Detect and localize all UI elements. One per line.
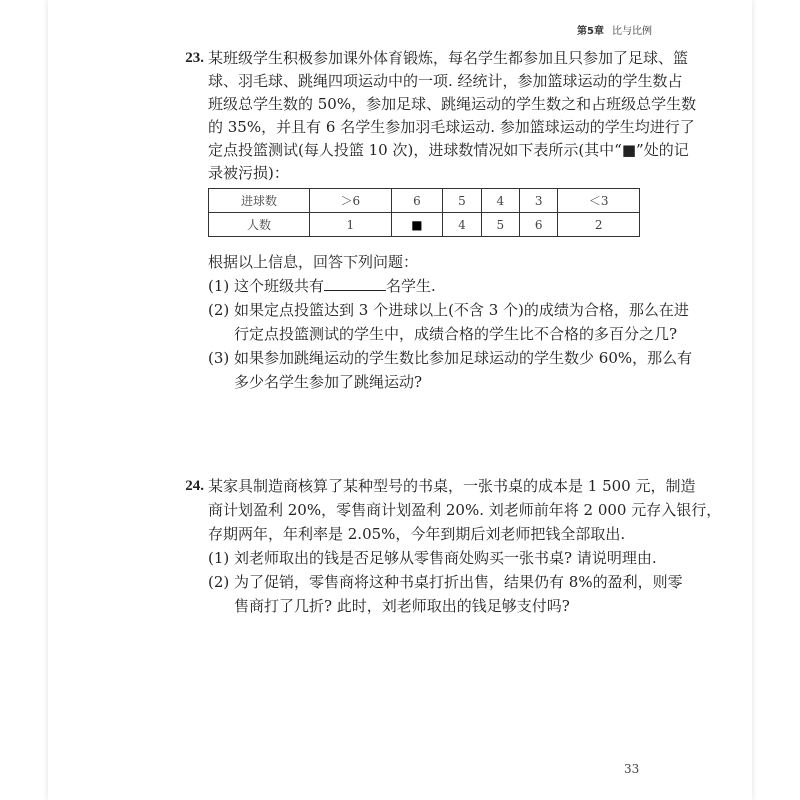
question-2-line: 售商打了几折? 此时，刘老师取出的钱足够支付吗?	[234, 597, 570, 615]
table-cell: 4	[481, 189, 519, 213]
question-2-line: 行定点投篮测试的学生中，成绩合格的学生比不合格的多百分之几?	[234, 325, 678, 343]
problem-24-line: 某家具制造商核算了某种型号的书桌，一张书桌的成本是 1 500 元，制造	[208, 477, 696, 495]
question-1-line: 刘老师取出的钱是否足够从零售商处购买一张书桌? 请说明理由.	[234, 549, 657, 567]
problem-24-line: 存期两年，年利率是 2.05%，今年到期后刘老师把钱全部取出.	[208, 525, 626, 543]
table-cell: 3	[520, 189, 558, 213]
chapter-title: 比与比例	[612, 26, 652, 37]
table-row	[209, 213, 640, 237]
question-2-label: (2)	[208, 301, 230, 319]
table-row	[209, 189, 640, 213]
question-3-line: 如果参加跳绳运动的学生数比参加足球运动的学生数少 60%，那么有	[234, 349, 693, 367]
smudged-cell: ■	[391, 213, 443, 237]
question-text: 这个班级共有	[234, 277, 325, 295]
question-1-label: (1)	[208, 549, 230, 567]
problem-23-line: 球、羽毛球、跳绳四项运动中的一项. 经统计，参加篮球运动的学生数占	[208, 72, 683, 90]
table-cell: 5	[481, 213, 519, 237]
page-number: 33	[624, 762, 640, 776]
table-cell: ＞6	[310, 189, 392, 213]
running-header	[577, 22, 652, 37]
table-cell: ＜3	[558, 189, 640, 213]
question-2-line: 为了促销，零售商将这种书桌打折出售，结果仍有 8%的盈利，则零	[234, 573, 683, 591]
problem-23-line: 班级总学生数的 50%，参加足球、跳绳运动的学生数之和占班级总学生数	[208, 95, 697, 113]
problem-24-number: 24.	[185, 478, 204, 494]
question-2-label: (2)	[208, 573, 230, 591]
problem-23-line: 的 35%，并且有 6 名学生参加羽毛球运动. 参加篮球运动的学生均进行了	[208, 118, 695, 136]
question-2-line: 如果定点投篮达到 3 个进球以上(不含 3 个)的成绩为合格，那么在进	[234, 301, 689, 319]
questions-intro: 根据以上信息，回答下列问题：	[208, 253, 419, 271]
answer-blank[interactable]	[324, 276, 386, 291]
table-cell: 4	[443, 213, 481, 237]
table-cell: 1	[310, 213, 392, 237]
table-cell: 6	[520, 213, 558, 237]
problem-24-line: 商计划盈利 20%，零售商计划盈利 20%. 刘老师前年将 2 000 元存入银行，	[208, 501, 722, 519]
table-cell: 人数	[209, 213, 310, 237]
question-label: (1)	[208, 277, 230, 295]
problem-23-line: 录被污损)：	[208, 164, 289, 182]
table-cell: 进球数	[209, 189, 310, 213]
question-1	[208, 276, 436, 296]
score-table	[208, 188, 640, 237]
chapter-label: 第5章	[577, 26, 604, 37]
table-cell: 6	[391, 189, 443, 213]
table-cell: 5	[443, 189, 481, 213]
question-3-line: 多少名学生参加了跳绳运动?	[234, 373, 423, 391]
problem-23-line: 定点投篮测试(每人投篮 10 次)，进球数情况如下表所示(其中“■”处的记	[208, 141, 689, 159]
problem-23-line: 某班级学生积极参加课外体育锻炼，每名学生都参加且只参加了足球、篮	[208, 49, 689, 67]
question-3-label: (3)	[208, 349, 230, 367]
table-cell: 2	[558, 213, 640, 237]
question-text: 名学生.	[386, 277, 436, 295]
problem-23-number: 23.	[185, 50, 204, 66]
